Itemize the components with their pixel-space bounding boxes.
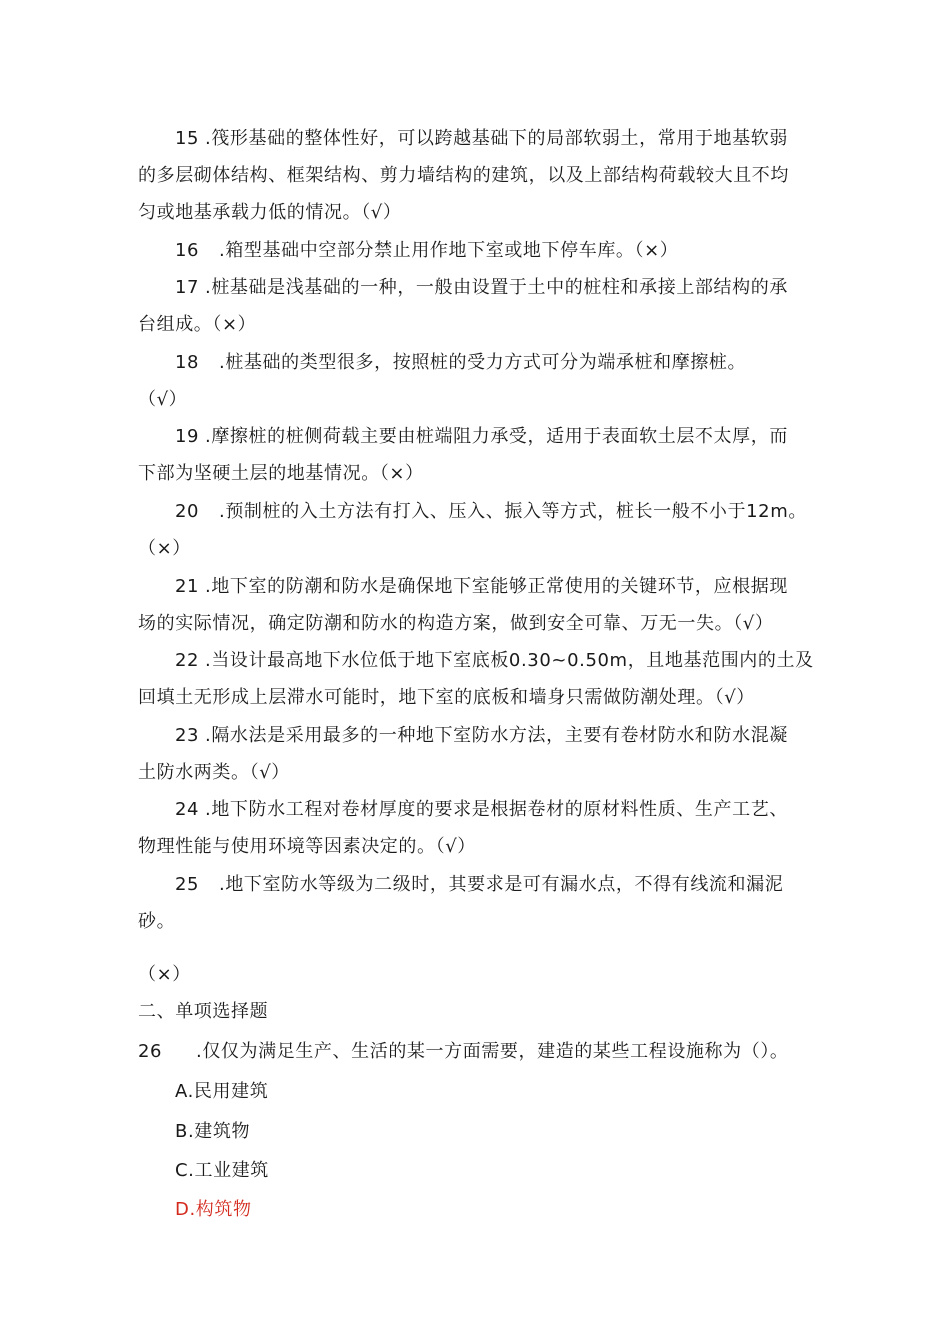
question-text: .筏形基础的整体性好，可以跨越基础下的局部软弱土，常用于地基软弱	[205, 128, 788, 149]
question-22-line-2: 回填土无形成上层滞水可能时，地下室的底板和墙身只需做防潮处理。（√）	[138, 687, 755, 708]
question-number: 17	[175, 277, 200, 298]
question-25-line-3: （×）	[138, 964, 191, 985]
question-19-line-2: 下部为坚硬土层的地基情况。（×）	[138, 463, 424, 484]
question-18-line-2: （√）	[138, 389, 188, 410]
question-15-line-1	[175, 127, 788, 151]
option-d-answer: D.构筑物	[175, 1199, 252, 1220]
question-number: 21	[175, 576, 200, 597]
question-17-line-2: 台组成。（×）	[138, 314, 257, 335]
question-text: .桩基础是浅基础的一种，一般由设置于土中的桩柱和承接上部结构的承	[205, 277, 788, 298]
question-number: 18	[175, 352, 200, 373]
question-number: 16	[175, 240, 200, 261]
question-number: 24	[175, 799, 200, 820]
question-number: 23	[175, 725, 200, 746]
question-text: .隔水法是采用最多的一种地下室防水方法，主要有卷材防水和防水混凝	[205, 725, 788, 746]
question-text: .地下室防水等级为二级时，其要求是可有漏水点，不得有线流和漏泥	[219, 874, 784, 895]
question-text: .预制桩的入土方法有打入、压入、振入等方式，桩长一般不小于12m。	[219, 501, 807, 522]
question-text: .摩擦桩的桩侧荷载主要由桩端阻力承受，适用于表面软土层不太厚，而	[205, 426, 788, 447]
question-15-line-2: 的多层砌体结构、框架结构、剪力墙结构的建筑，以及上部结构荷载较大且不均	[138, 165, 789, 186]
question-24-line-1	[175, 798, 788, 822]
option-b: B.建筑物	[175, 1121, 251, 1142]
question-20-line-2: （×）	[138, 538, 191, 559]
question-19-line-1	[175, 425, 788, 449]
question-15-line-3: 匀或地基承载力低的情况。（√）	[138, 202, 402, 223]
question-18-line-1	[175, 351, 746, 375]
option-a: A.民用建筑	[175, 1081, 269, 1102]
question-24-line-2: 物理性能与使用环境等因素决定的。（√）	[138, 836, 476, 857]
question-20-line-1	[175, 500, 807, 524]
question-number: 26	[138, 1041, 163, 1062]
question-25-line-2: 砂。	[138, 911, 176, 932]
question-text: .当设计最高地下水位低于地下室底板0.30~0.50m，且地基范围内的土及	[205, 650, 814, 671]
question-17-line-1	[175, 276, 788, 300]
question-number: 22	[175, 650, 200, 671]
question-22-line-1	[175, 649, 814, 673]
question-text: .箱型基础中空部分禁止用作地下室或地下停车库。（×）	[219, 240, 679, 261]
question-number: 15	[175, 128, 200, 149]
question-text: .仅仅为满足生产、生活的某一方面需要，建造的某些工程设施称为（）。	[196, 1041, 789, 1062]
section-title: 二、单项选择题	[138, 1001, 269, 1022]
option-c: C.工业建筑	[175, 1160, 269, 1181]
question-23-line-1	[175, 724, 788, 748]
question-text: .桩基础的类型很多，按照桩的受力方式可分为端承桩和摩擦桩。	[219, 352, 747, 373]
question-text: .地下防水工程对卷材厚度的要求是根据卷材的原材料性质、生产工艺、	[205, 799, 788, 820]
question-16-line-1	[175, 239, 678, 263]
question-number: 20	[175, 501, 200, 522]
question-number: 25	[175, 874, 200, 895]
question-number: 19	[175, 426, 200, 447]
question-23-line-2: 土防水两类。（√）	[138, 762, 290, 783]
question-21-line-2: 场的实际情况，确定防潮和防水的构造方案，做到安全可靠、万无一失。（√）	[138, 613, 774, 634]
question-text: .地下室的防潮和防水是确保地下室能够正常使用的关键环节，应根据现	[205, 576, 788, 597]
question-26-line-1	[138, 1040, 789, 1064]
question-21-line-1	[175, 575, 788, 599]
question-25-line-1	[175, 873, 783, 897]
